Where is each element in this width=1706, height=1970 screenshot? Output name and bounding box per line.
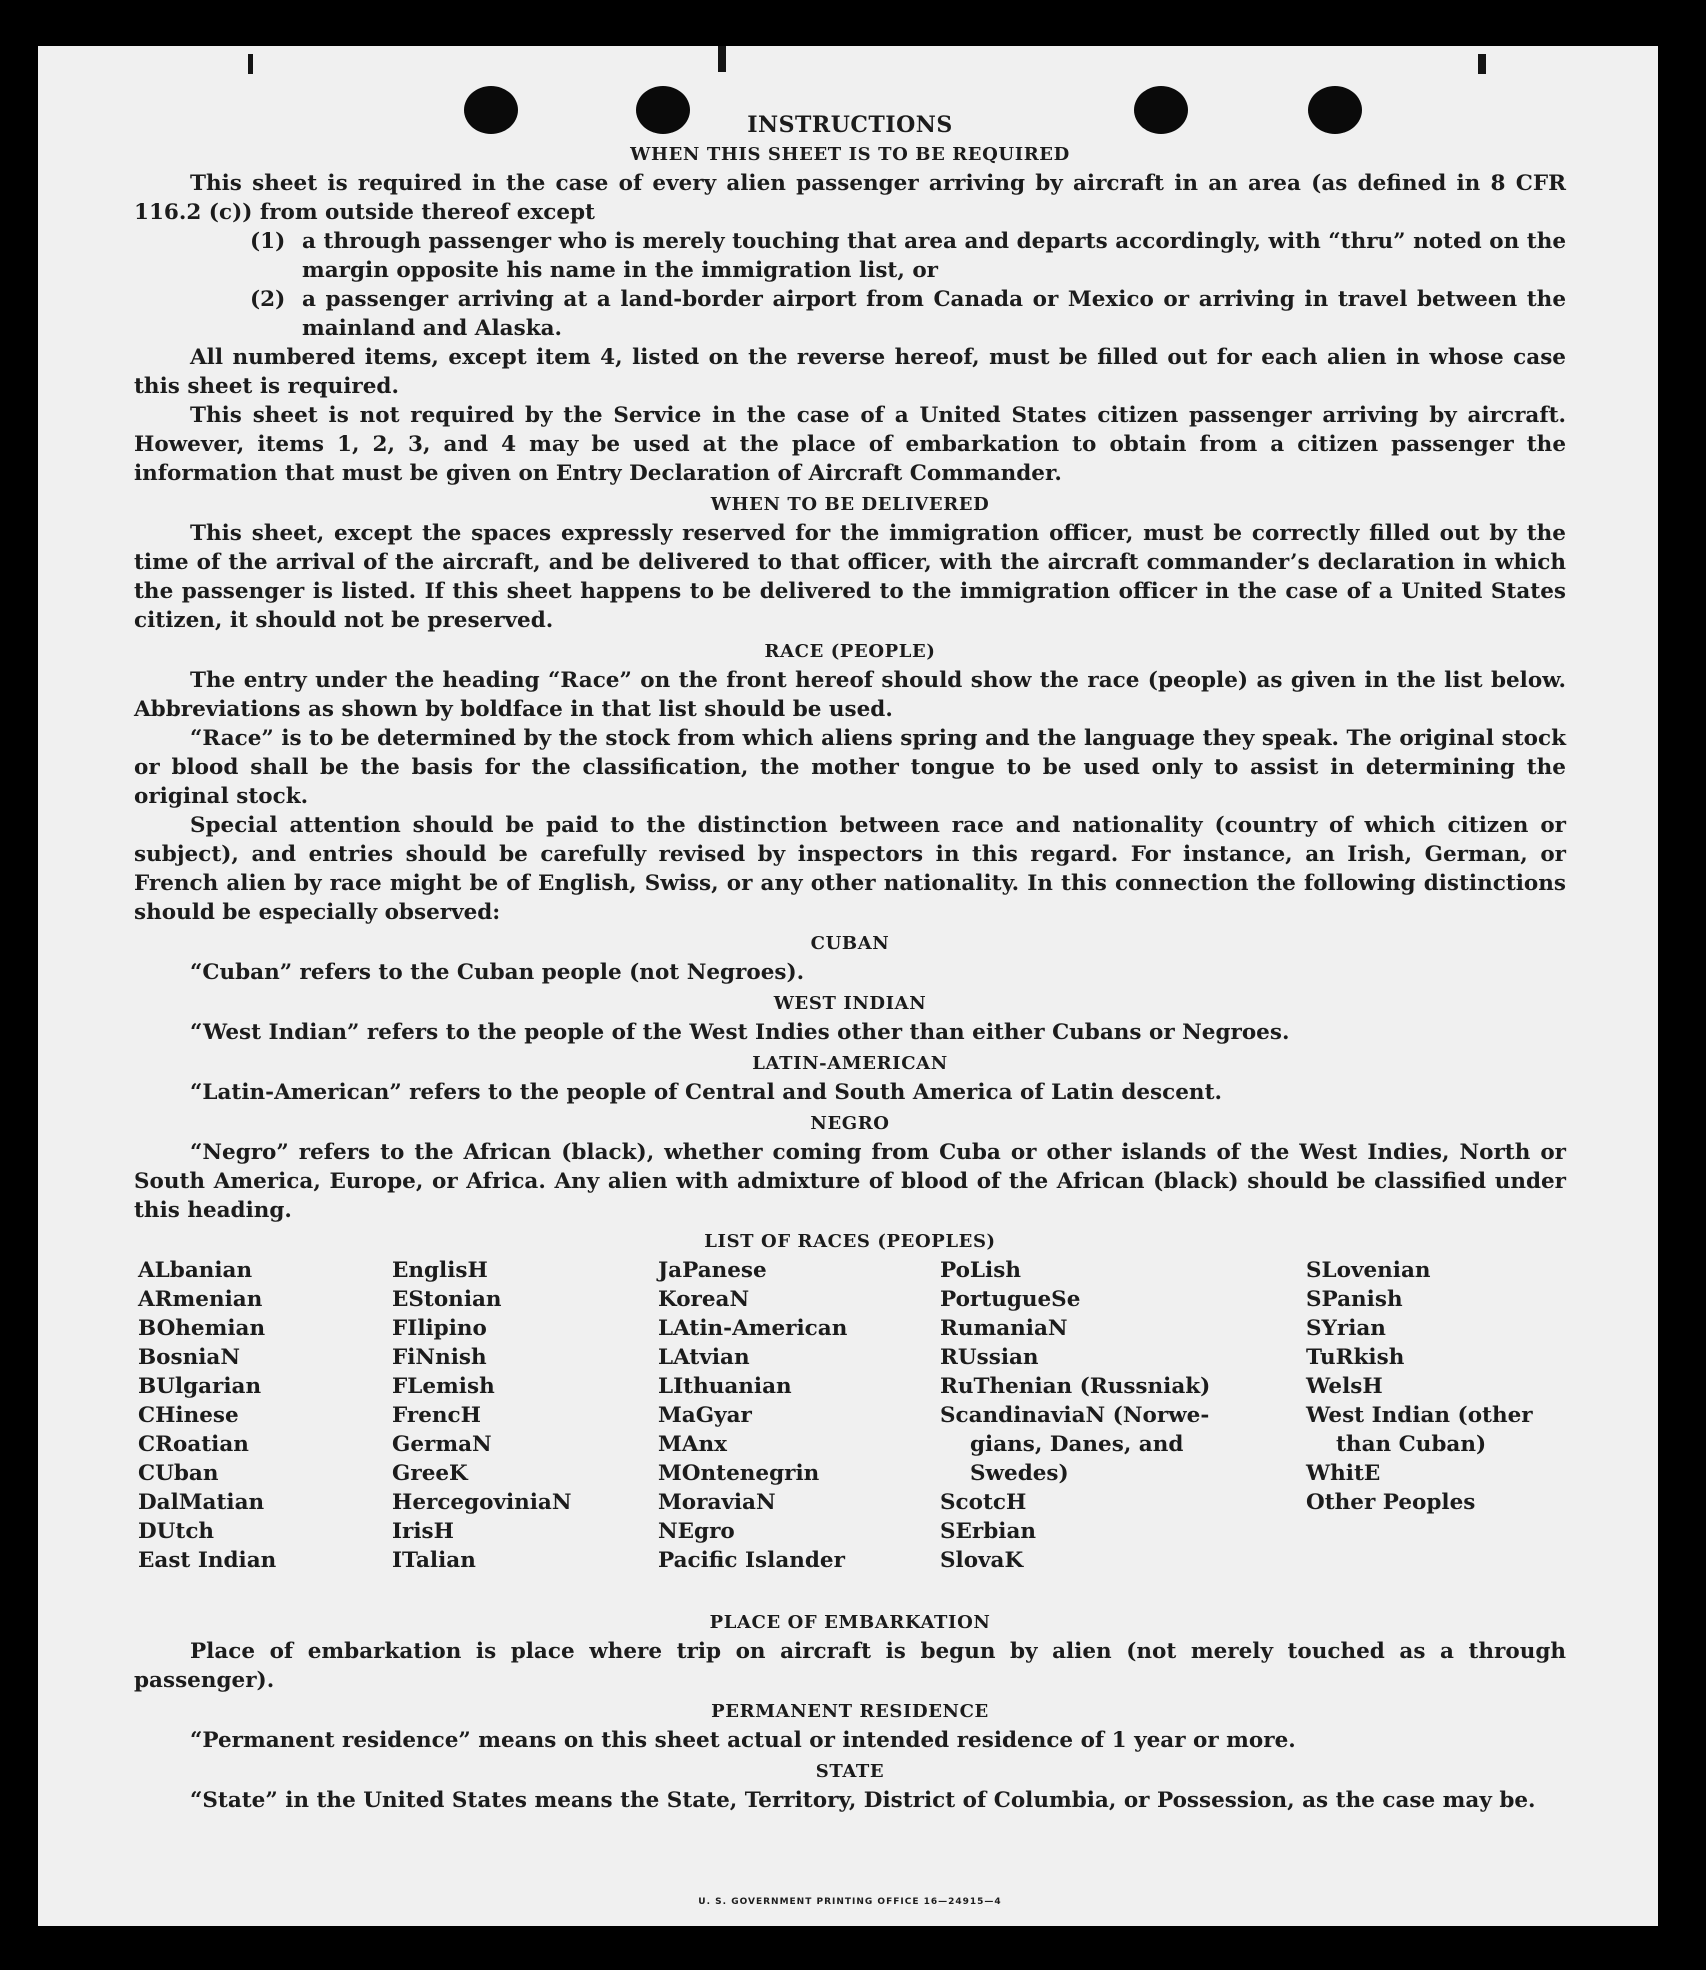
- section-heading: WEST INDIAN: [773, 993, 927, 1014]
- race-entry: PoLish: [940, 1258, 1021, 1283]
- paragraph: “State” in the United States means the State, Territory, District of Columbia, or Possession, as the case may be.: [190, 1788, 1536, 1813]
- race-entry: FrencH: [392, 1403, 481, 1428]
- race-entry: SlovaK: [940, 1548, 1024, 1573]
- instructions-content: [134, 112, 1566, 1907]
- section-heading: PLACE OF EMBARKATION: [709, 1612, 991, 1633]
- race-entry: MoraviaN: [658, 1490, 776, 1515]
- race-entry: DUtch: [138, 1519, 215, 1544]
- race-entry: RumaniaN: [940, 1316, 1068, 1341]
- section-heading: WHEN TO BE DELIVERED: [710, 494, 990, 515]
- staple-mark: [718, 46, 726, 72]
- race-entry: Pacific Islander: [658, 1548, 845, 1573]
- section-heading: LIST OF RACES (PEOPLES): [704, 1231, 996, 1252]
- race-column: [392, 1256, 572, 1575]
- race-list: [134, 1256, 1566, 1606]
- item-number: (2): [250, 287, 286, 312]
- race-entry: ScandinaviaN (Norwe-: [940, 1403, 1210, 1428]
- race-entry: ScotcH: [940, 1490, 1027, 1515]
- paragraph: This sheet is not required by the Service in the case of a United States citizen passenger arriving by aircraft. However, items 1, 2, 3, and 4 may be used at the place of embarkation to obtain from a citizen passenger the information that must be given on Entry Declaration of Aircraft Commander.: [134, 403, 1566, 486]
- race-entry: SLovenian: [1306, 1258, 1431, 1283]
- document-sheet: [38, 46, 1658, 1926]
- race-entry: KoreaN: [658, 1287, 750, 1312]
- race-entry: East Indian: [138, 1548, 277, 1573]
- race-entry: ALbanian: [138, 1258, 253, 1283]
- section-heading: WHEN THIS SHEET IS TO BE REQUIRED: [630, 144, 1070, 165]
- race-entry: EnglisH: [392, 1258, 488, 1283]
- race-entry: West Indian (other: [1306, 1403, 1533, 1428]
- paragraph: “West Indian” refers to the people of the West Indies other than either Cubans or Negroes.: [190, 1020, 1290, 1045]
- race-entry: WhitE: [1306, 1461, 1381, 1486]
- race-column: [940, 1256, 1210, 1575]
- race-column: [1306, 1256, 1533, 1517]
- race-entry: TuRkish: [1306, 1345, 1405, 1370]
- paragraph: “Race” is to be determined by the stock from which aliens spring and the language they speak. The original stock or blood shall be the basis for the classification, the mother tongue to be used only to assist in determining the original stock.: [134, 726, 1566, 809]
- race-entry: FLemish: [392, 1374, 495, 1399]
- race-entry: SPanish: [1306, 1287, 1403, 1312]
- race-entry: BosniaN: [138, 1345, 240, 1370]
- race-entry: DalMatian: [138, 1490, 265, 1515]
- paragraph: The entry under the heading “Race” on the front hereof should show the race (people) as given in the list below. Abbreviations as shown by boldface in that list should be used.: [134, 668, 1566, 722]
- paragraph: This sheet is required in the case of every alien passenger arriving by aircraft in an area (as defined in 8 CFR 116.2 (c)) from outside thereof except: [134, 171, 1566, 225]
- race-entry: CUban: [138, 1461, 219, 1486]
- race-entry: MOntenegrin: [658, 1461, 820, 1486]
- race-entry: CHinese: [138, 1403, 239, 1428]
- race-entry: WelsH: [1306, 1374, 1383, 1399]
- race-entry: GreeK: [392, 1461, 468, 1486]
- race-entry: Swedes): [970, 1461, 1069, 1486]
- race-entry: ARmenian: [138, 1287, 263, 1312]
- section-heading: CUBAN: [810, 933, 890, 954]
- race-entry: ITalian: [392, 1548, 476, 1573]
- section-heading: NEGRO: [810, 1113, 890, 1134]
- race-entry: EStonian: [392, 1287, 502, 1312]
- race-entry: PortugueSe: [940, 1287, 1081, 1312]
- race-entry: RUssian: [940, 1345, 1039, 1370]
- race-entry: BUlgarian: [138, 1374, 262, 1399]
- section-heading: RACE (PEOPLE): [764, 641, 936, 662]
- item-text: a passenger arriving at a land-border airport from Canada or Mexico or arriving in travel between the mainland and Alaska.: [302, 287, 1566, 341]
- page-title: INSTRUCTIONS: [747, 112, 953, 138]
- race-column: [658, 1256, 847, 1575]
- race-entry: SErbian: [940, 1519, 1037, 1544]
- race-entry: RuThenian (Russniak): [940, 1374, 1211, 1399]
- paragraph: Special attention should be paid to the distinction between race and nationality (country of which citizen or subject), and entries should be carefully revised by inspectors in this regard. For instance, an Irish, German, or French alien by race might be of English, Swiss, or any other nationality. In this connection the following distinctions should be especially observed:: [134, 813, 1566, 925]
- race-entry: gians, Danes, and: [970, 1432, 1184, 1457]
- race-entry: FiNnish: [392, 1345, 487, 1370]
- item-number: (1): [250, 229, 286, 254]
- paragraph: “Cuban” refers to the Cuban people (not Negroes).: [190, 960, 805, 985]
- race-entry: LAtin-American: [658, 1316, 848, 1341]
- race-entry: HercegoviniaN: [392, 1490, 572, 1515]
- race-entry: SYrian: [1306, 1316, 1386, 1341]
- paragraph: Place of embarkation is place where trip on aircraft is begun by alien (not merely touched as a through passenger).: [134, 1639, 1566, 1693]
- printer-imprint: U. S. GOVERNMENT PRINTING OFFICE 16—24915—4: [698, 1897, 1002, 1907]
- race-entry: GermaN: [392, 1432, 492, 1457]
- list-item: [134, 227, 1566, 285]
- paragraph: “Permanent residence” means on this sheet actual or intended residence of 1 year or more.: [190, 1728, 1296, 1753]
- section-heading: STATE: [815, 1761, 885, 1782]
- staple-mark: [248, 54, 253, 74]
- race-entry: FIlipino: [392, 1316, 487, 1341]
- race-entry: MAnx: [658, 1432, 727, 1457]
- paragraph: “Negro” refers to the African (black), whether coming from Cuba or other islands of the West Indies, North or South America, Europe, or Africa. Any alien with admixture of blood of the African (black) should be classified under this heading.: [134, 1140, 1566, 1223]
- race-entry: MaGyar: [658, 1403, 752, 1428]
- paragraph: All numbered items, except item 4, listed on the reverse hereof, must be filled out for each alien in whose case this sheet is required.: [134, 345, 1566, 399]
- race-entry: LIthuanian: [658, 1374, 792, 1399]
- race-entry: than Cuban): [1336, 1432, 1487, 1457]
- section-heading: PERMANENT RESIDENCE: [711, 1701, 989, 1722]
- paragraph: “Latin-American” refers to the people of Central and South America of Latin descent.: [190, 1080, 1222, 1105]
- race-entry: Other Peoples: [1306, 1490, 1476, 1515]
- race-column: [138, 1256, 276, 1575]
- race-entry: JaPanese: [658, 1258, 767, 1283]
- race-entry: IrisH: [392, 1519, 454, 1544]
- race-entry: LAtvian: [658, 1345, 750, 1370]
- race-entry: NEgro: [658, 1519, 735, 1544]
- paragraph: This sheet, except the spaces expressly reserved for the immigration officer, must be correctly filled out by the time of the arrival of the aircraft, and be delivered to that officer, with the aircraft commander’s declaration in which the passenger is listed. If this sheet happens to be delivered to the immigration officer in the case of a United States citizen, it should not be preserved.: [134, 521, 1566, 633]
- item-text: a through passenger who is merely touching that area and departs accordingly, with “thru” noted on the margin opposite his name in the immigration list, or: [302, 229, 1566, 283]
- staple-mark: [1478, 54, 1486, 74]
- race-entry: BOhemian: [138, 1316, 266, 1341]
- section-heading: LATIN-AMERICAN: [752, 1053, 948, 1074]
- race-entry: CRoatian: [138, 1432, 249, 1457]
- list-item: [134, 285, 1566, 343]
